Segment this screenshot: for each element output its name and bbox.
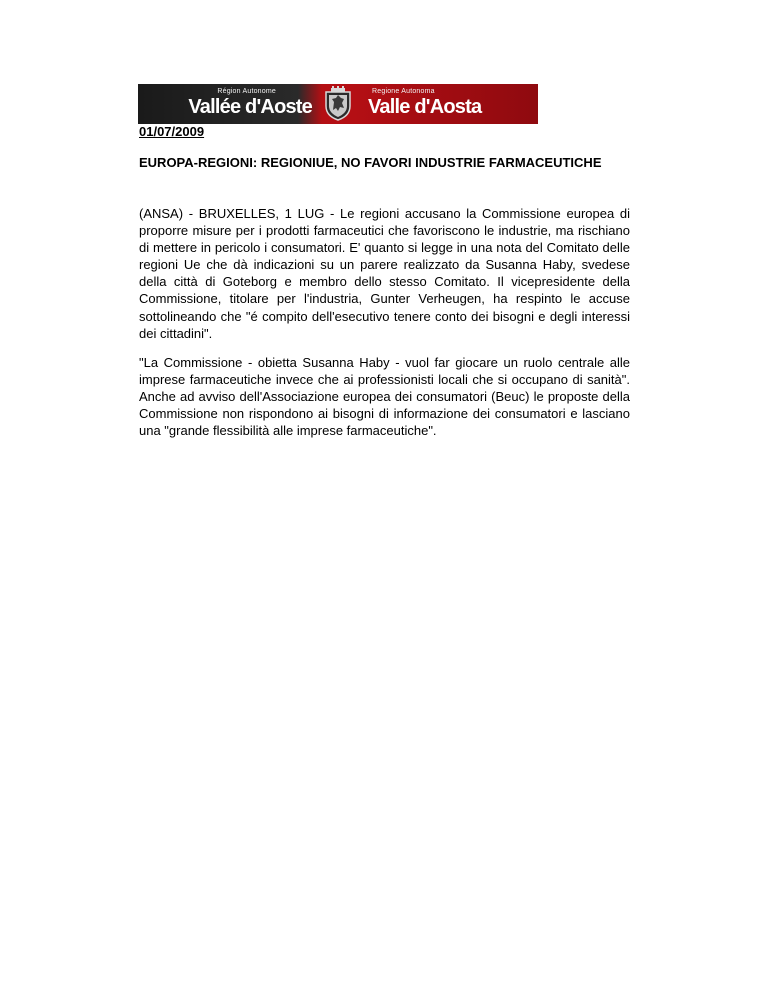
logo-left-subtitle: Région Autonome <box>217 88 276 95</box>
coat-of-arms-icon <box>320 86 356 122</box>
article-title: EUROPA-REGIONI: REGIONIUE, NO FAVORI INDUSTRIE FARMACEUTICHE <box>139 155 602 170</box>
logo-right-text <box>360 84 538 124</box>
article-paragraph-2: "La Commissione - obietta Susanna Haby - vuol far giocare un ruolo centrale alle imprese farmaceutiche invece che ai professionisti locali che si occupano di sanità". Anche ad avviso dell'Associazione europea dei consumatori (Beuc) le proposte della Commissione non rispondono ai bisogni di informazione dei consumatori e lasciano una "grande flessibilità alle imprese farmaceutiche". <box>139 355 630 439</box>
article-paragraph-1: (ANSA) - BRUXELLES, 1 LUG - Le regioni accusano la Commissione europea di proporre misure per i prodotti farmaceutici che favoriscono le industrie, ma rischiano di mettere in pericolo i consumatori. E' quanto si legge in una nota del Comitato delle regioni Ue che dà indicazioni su un parere realizzato da Susanna Haby, svedese della città di Goteborg e membro dello stesso Comitato. Il vicepresidente della Commissione, titolare per l'industria, Gunter Verheugen, ha respinto le accuse sottolineando che "é compito dell'esecutivo tenere conto dei bisogni e degli interessi dei cittadini". <box>139 206 630 341</box>
logo-right-title: Valle d'Aosta <box>368 96 482 118</box>
region-logo-banner <box>138 84 538 124</box>
article-date: 01/07/2009 <box>139 124 205 139</box>
logo-right-subtitle: Regione Autonoma <box>372 88 435 95</box>
logo-left-text <box>138 84 316 124</box>
logo-left-title: Vallée d'Aoste <box>188 96 312 118</box>
